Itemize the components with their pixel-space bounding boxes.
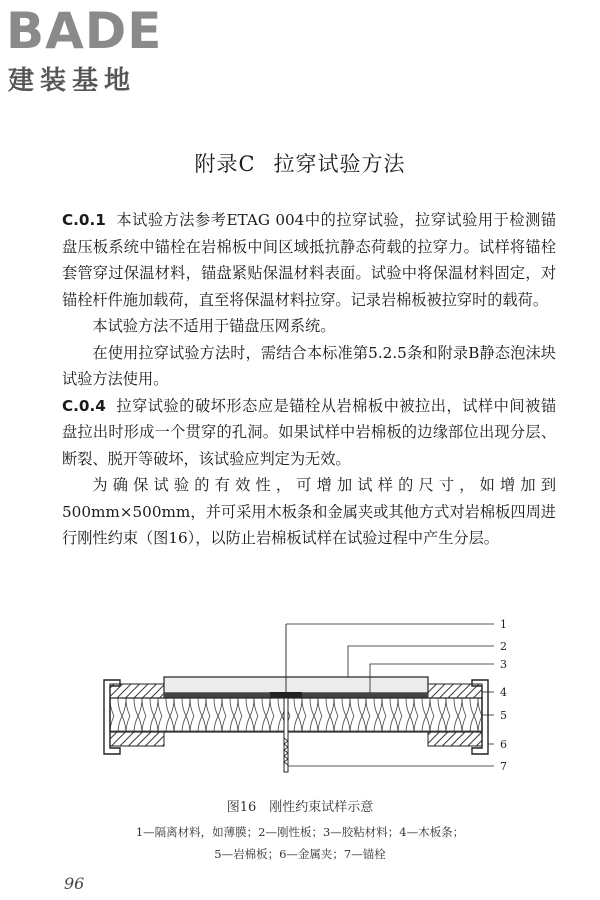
page-number: 96 bbox=[64, 874, 85, 893]
clause-text: 拉穿试验的破坏形态应是锚栓从岩棉板中被拉出，试样中间被锚盘拉出时形成一个贯穿的孔洞。如果试样中岩棉板的边缘部位出现分层、断裂、脱开等破坏，该试验应判定为无效。 bbox=[62, 396, 556, 468]
wood-strip-bottom-left bbox=[110, 732, 164, 746]
callout-7: 7 bbox=[500, 760, 507, 773]
callout-5: 5 bbox=[500, 709, 507, 722]
appendix-label: 附录C bbox=[194, 152, 256, 176]
logo-brand: BADE bbox=[6, 2, 163, 60]
callout-6: 6 bbox=[500, 738, 507, 751]
figure-legend-line-2: 5—岩棉板；6—金属夹；7—锚栓 bbox=[214, 847, 386, 861]
wood-strip-top-left bbox=[110, 684, 164, 698]
rock-wool-board bbox=[110, 698, 482, 732]
body-text bbox=[62, 207, 556, 552]
clause-c04 bbox=[62, 393, 556, 473]
clause-text: 本试验方法参考ETAG 004中的拉穿试验，拉穿试验用于检测锚盘压板系统中锚栓在岩棉板中间区域抵抗静态荷载的拉穿力。试样将锚栓套管穿过保温材料，锚盘紧贴保温材料表面。试验中将保温材料固定，对锚栓杆件施加载荷，直至将保温材料拉穿。记录岩棉板被拉穿时的载荷。 bbox=[62, 211, 556, 309]
callout-labels bbox=[500, 618, 507, 773]
figure-16-diagram bbox=[90, 614, 530, 784]
paragraph: 为确保试验的有效性，可增加试样的尺寸，如增加到500mm×500mm，并可采用木板条和金属夹或其他方式对岩棉板四周进行刚性约束（图16），以防止岩棉板试样在试验过程中产生分层。 bbox=[62, 476, 556, 547]
appendix-title bbox=[0, 148, 600, 178]
clause-number: C.0.4 bbox=[62, 396, 106, 415]
rigid-plate bbox=[164, 677, 428, 693]
anchor-plate bbox=[270, 692, 302, 698]
wood-strip-top-right bbox=[428, 684, 482, 698]
callout-3: 3 bbox=[500, 658, 507, 671]
appendix-name: 拉穿试验方法 bbox=[273, 152, 406, 176]
figure-caption: 图16 刚性约束试样示意 bbox=[226, 800, 374, 815]
wood-strip-bottom-right bbox=[428, 732, 482, 746]
figure-legend-line-1: 1—隔离材料，如薄膜；2—刚性板；3—胶粘材料；4—木板条； bbox=[135, 825, 465, 839]
logo-tagline: 建装基地 bbox=[8, 66, 137, 96]
clause-number: C.0.1 bbox=[62, 211, 106, 229]
logo bbox=[6, 4, 176, 94]
callout-1: 1 bbox=[500, 618, 507, 631]
paragraph: 本试验方法不适用于锚盘压网系统。 bbox=[92, 317, 336, 335]
callout-2: 2 bbox=[500, 640, 507, 653]
clause-c01 bbox=[62, 207, 556, 313]
callout-4: 4 bbox=[500, 686, 507, 699]
paragraph: 在使用拉穿试验方法时，需结合本标准第5.2.5条和附录B静态泡沫块试验方法使用。 bbox=[62, 343, 556, 388]
